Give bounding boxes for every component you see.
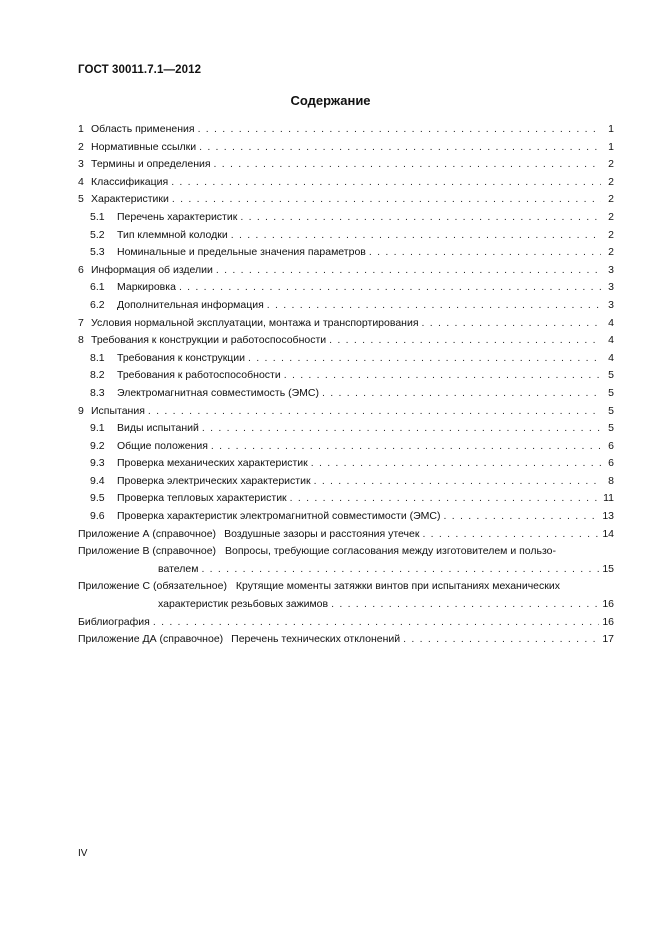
toc-entry-page: 1 [608, 140, 614, 153]
dot-leader [290, 490, 600, 508]
toc-entry-title: Проверка характеристик электромагнитной совместимости (ЭМС) [117, 510, 441, 523]
toc-entry-number: 5.3 [90, 246, 105, 259]
toc-entry-number: 8.3 [90, 386, 105, 399]
toc-entry-number: 6.2 [90, 298, 105, 311]
toc-entry-page: 5 [608, 422, 614, 435]
toc-entry[interactable] [78, 279, 614, 297]
toc-heading: Содержание [290, 93, 371, 108]
dot-leader [199, 139, 601, 157]
dot-leader [422, 526, 599, 544]
toc-entry-page: 4 [608, 316, 614, 329]
dot-leader [267, 297, 601, 315]
toc-entry-page: 4 [608, 351, 614, 364]
dot-leader [202, 420, 601, 438]
toc-entry-page: 2 [608, 158, 614, 171]
toc-entry-title: Требования к конструкции [117, 351, 246, 364]
toc-entry-title: Электромагнитная совместимость (ЭМС) [117, 386, 319, 399]
appendix-b-title-line1: Вопросы, требующие согласования между изготовителем и пользо- [224, 545, 557, 558]
bibliography-title: Библиография [78, 615, 150, 628]
dot-leader [179, 279, 601, 297]
toc-entry[interactable] [78, 508, 614, 526]
toc-entry[interactable] [78, 332, 614, 350]
toc-entry-appendix-a[interactable] [78, 526, 614, 544]
toc-entry-appendix-da[interactable] [78, 631, 614, 649]
toc-entry-title: Требования к конструкции и работоспособности [91, 334, 327, 347]
dot-leader [369, 244, 601, 262]
dot-leader [214, 156, 601, 174]
page-number: IV [78, 848, 88, 859]
toc-entry-title: Область применения [91, 123, 195, 135]
toc-entry-number: 8.1 [90, 351, 105, 364]
toc-entry-title: Характеристики [91, 193, 169, 206]
toc-entry-page: 4 [608, 334, 614, 347]
toc-entry-bibliography[interactable] [78, 614, 614, 632]
toc-entry-title: Проверка механических характеристик [117, 457, 308, 470]
toc-entry-number: 8 [78, 334, 84, 347]
dot-leader [171, 174, 601, 192]
toc-entry-title: Проверка электрических характеристик [117, 474, 311, 487]
dot-leader [231, 227, 601, 245]
toc-entry-number: 9.6 [90, 510, 105, 523]
toc-entry-title: Испытания [91, 404, 145, 417]
dot-leader [198, 121, 601, 139]
dot-leader [216, 262, 601, 280]
toc-entry-number: 5 [78, 193, 84, 206]
dot-leader [331, 596, 599, 614]
appendix-a-title: Воздушные зазоры и расстояния утечек [224, 527, 420, 540]
dot-leader [322, 385, 601, 403]
toc-entry-number: 9.4 [90, 474, 105, 487]
dot-leader [172, 191, 601, 209]
toc-entry[interactable] [78, 385, 614, 403]
toc-entry-page: 8 [608, 474, 614, 487]
toc-entry-page: 3 [608, 263, 614, 276]
toc-entry[interactable] [78, 174, 614, 192]
dot-leader [403, 631, 599, 649]
bibliography-page: 16 [602, 615, 614, 628]
toc-entry-page: 6 [608, 439, 614, 452]
toc-entry[interactable] [78, 139, 614, 157]
toc-entry[interactable] [78, 121, 614, 139]
toc-entry-page: 1 [608, 123, 614, 135]
toc-entry-number: 9.5 [90, 492, 105, 505]
toc-entry-number: 5.2 [90, 228, 105, 241]
toc-entry-page: 6 [608, 457, 614, 470]
toc-entry[interactable] [78, 455, 614, 473]
toc-entry[interactable] [78, 350, 614, 368]
appendix-b-title-line2: вателем [158, 562, 199, 575]
toc-entry-title: Проверка тепловых характеристик [117, 492, 287, 505]
dot-leader [311, 455, 601, 473]
toc-entry-number: 6 [78, 263, 84, 276]
toc-entry-number: 2 [78, 140, 84, 153]
toc-entry-page: 2 [608, 210, 614, 223]
toc-entry-page: 5 [608, 386, 614, 399]
toc-entry-appendix-b[interactable] [78, 543, 614, 561]
appendix-da-title: Перечень технических отклонений [231, 633, 401, 646]
toc-entry-title: Перечень характеристик [117, 210, 238, 223]
toc-entry[interactable] [78, 262, 614, 280]
toc-entry-title: Нормативные ссылки [91, 140, 197, 153]
toc-entry-page: 13 [602, 510, 614, 523]
toc-entry-number: 8.2 [90, 369, 105, 382]
toc-entry-number: 5.1 [90, 210, 105, 223]
appendix-c-title-line2: характеристик резьбовых зажимов [158, 598, 329, 611]
toc-entry[interactable] [78, 438, 614, 456]
dot-leader [329, 332, 601, 350]
appendix-c-continuation [78, 596, 614, 614]
toc-entry[interactable] [78, 420, 614, 438]
toc-entry[interactable] [78, 156, 614, 174]
dot-leader [153, 614, 599, 632]
appendix-b-page: 15 [602, 562, 614, 575]
dot-leader [443, 508, 599, 526]
appendix-c-label: Приложение С (обязательное) [78, 580, 227, 593]
appendix-c-title-line1: Крутящие моменты затяжки винтов при испытаниях механических [235, 580, 560, 593]
appendix-c-page: 16 [602, 598, 614, 611]
toc-entry-title: Требования к работоспособности [117, 369, 281, 382]
dot-leader [422, 315, 601, 333]
toc-entry-appendix-c[interactable] [78, 578, 614, 596]
toc-entry[interactable] [78, 473, 614, 491]
toc-entry-page: 2 [608, 193, 614, 206]
appendix-da-label: Приложение ДА (справочное) [78, 633, 224, 646]
appendix-b-label: Приложение В (справочное) [78, 545, 217, 558]
toc-entry-page: 5 [608, 369, 614, 382]
toc-entry-number: 6.1 [90, 281, 105, 294]
toc-entry[interactable] [78, 244, 614, 262]
toc-entry[interactable] [78, 367, 614, 385]
appendix-b-continuation [78, 561, 614, 579]
toc-entry[interactable] [78, 315, 614, 333]
toc-entry-title: Маркировка [117, 281, 176, 294]
toc-entry-number: 1 [78, 123, 84, 135]
dot-leader [201, 561, 599, 579]
toc-entry-title: Термины и определения [91, 158, 211, 171]
document-code: ГОСТ 30011.7.1—2012 [78, 64, 202, 76]
dot-leader [240, 209, 601, 227]
dot-leader [248, 350, 601, 368]
toc-entry-title: Виды испытаний [117, 422, 199, 435]
toc-entry-number: 9.2 [90, 439, 105, 452]
toc-entry-title: Тип клеммной колодки [117, 228, 228, 241]
toc-entry-title: Общие положения [117, 439, 208, 452]
toc-entry[interactable] [78, 490, 614, 508]
toc-entry[interactable] [78, 297, 614, 315]
appendix-a-label: Приложение А (справочное) [78, 527, 217, 540]
toc-entry-number: 4 [78, 175, 84, 188]
toc-entry-number: 9.3 [90, 457, 105, 470]
dot-leader [284, 367, 601, 385]
toc-entry-number: 7 [78, 316, 84, 329]
toc-entry-page: 2 [608, 175, 614, 188]
toc-entry-title: Номинальные и предельные значения параметров [117, 246, 366, 259]
toc-entry-page: 11 [603, 492, 614, 505]
toc-entry[interactable] [78, 209, 614, 227]
toc-entry-page: 2 [608, 228, 614, 241]
toc-entry-page: 3 [608, 298, 614, 311]
dot-leader [314, 473, 601, 491]
toc-entry-title: Условия нормальной эксплуатации, монтажа и транспортирования [91, 316, 419, 329]
toc-entry-title: Информация об изделии [91, 263, 213, 276]
table-of-contents [78, 121, 614, 649]
toc-entry-number: 3 [78, 158, 84, 171]
toc-entry-page: 2 [608, 246, 614, 259]
dot-leader [148, 403, 601, 421]
toc-entry-number: 9.1 [90, 422, 105, 435]
appendix-a-page: 14 [602, 527, 614, 540]
appendix-da-page: 17 [602, 633, 614, 646]
toc-entry-title: Классификация [91, 175, 169, 188]
dot-leader [211, 438, 601, 456]
toc-entry[interactable] [78, 403, 614, 421]
toc-entry-page: 5 [608, 404, 614, 417]
toc-entry[interactable] [78, 191, 614, 209]
toc-entry-number: 9 [78, 404, 84, 417]
toc-entry-page: 3 [608, 281, 614, 294]
toc-entry[interactable] [78, 227, 614, 245]
toc-entry-title: Дополнительная информация [117, 298, 264, 311]
